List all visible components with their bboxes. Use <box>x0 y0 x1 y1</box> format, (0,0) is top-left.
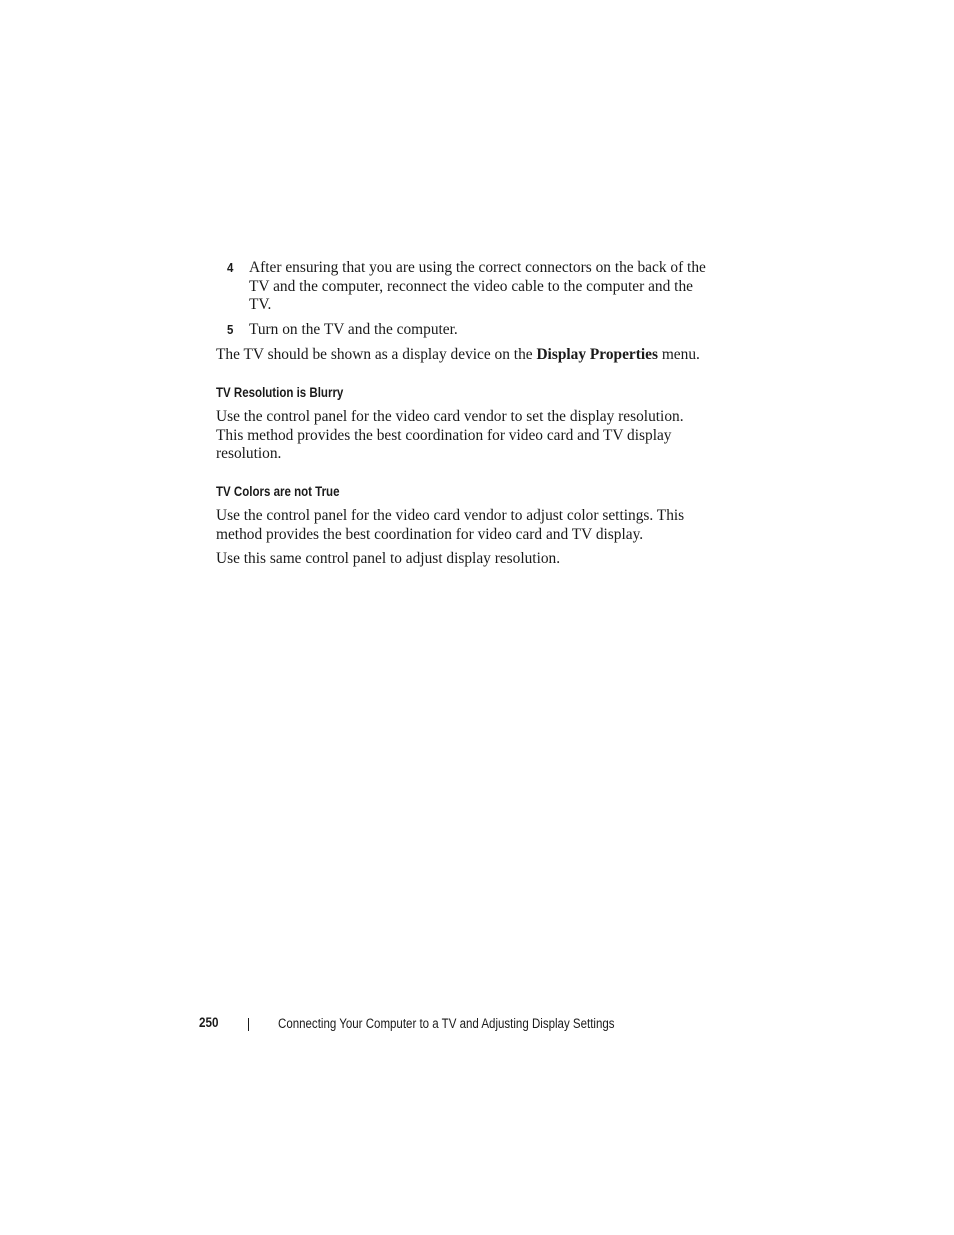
step-text <box>249 321 719 340</box>
text-line: Use the control panel for the video card vendor to adjust color settings. This <box>216 507 685 524</box>
text-line: This method provides the best coordination for video card and TV display <box>216 426 672 444</box>
text-line: TV. <box>249 296 272 314</box>
text-line: method provides the best coordination for video card and TV display. <box>216 525 644 543</box>
page-number: 250 <box>199 1015 219 1030</box>
display-properties-label: Display Properties <box>536 346 658 363</box>
chapter-title: Connecting Your Computer to a TV and Adjusting Display Settings <box>278 1016 615 1031</box>
footer-separator <box>248 1018 249 1031</box>
resolution-paragraph <box>216 408 726 464</box>
text-line: Use this same control panel to adjust display resolution. <box>216 550 561 567</box>
intro-text-after: menu. <box>657 346 700 363</box>
colors-paragraph <box>216 507 726 544</box>
step-text <box>249 259 719 315</box>
step-number: 4 <box>227 260 234 275</box>
section-heading-resolution: TV Resolution is Blurry <box>216 385 344 400</box>
text-line: TV and the computer, reconnect the video cable to the computer and the <box>249 277 693 295</box>
intro-paragraph <box>216 346 726 365</box>
text-line: Use the control panel for the video card vendor to set the display resolution. <box>216 408 684 425</box>
colors-paragraph-2 <box>216 550 726 569</box>
step-number: 5 <box>227 322 234 337</box>
text-line: Turn on the TV and the computer. <box>249 321 458 338</box>
section-heading-colors: TV Colors are not True <box>216 484 340 499</box>
intro-text-before: The TV should be shown as a display device on the <box>216 346 537 363</box>
text-line: After ensuring that you are using the correct connectors on the back of the <box>249 259 706 276</box>
text-line: resolution. <box>216 445 282 463</box>
